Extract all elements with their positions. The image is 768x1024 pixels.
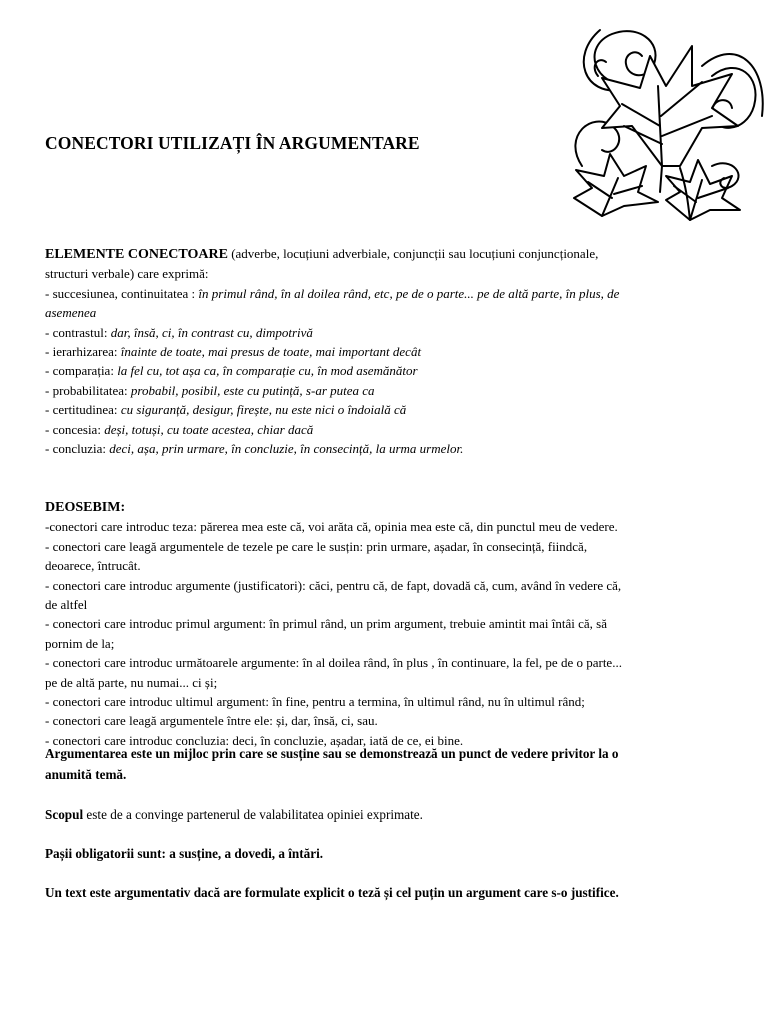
steps-paragraph: Pașii obligatorii sunt: a susține, a dovedi, a întări.	[45, 846, 324, 861]
section-heading: ELEMENTE CONECTOARE	[45, 247, 228, 262]
list-item: - conectori care introduc concluzia: deci, în concluzie, așadar, iată de ce, ei bine.	[45, 732, 464, 748]
list-item	[45, 361, 725, 380]
list-item: - conectori care leagă argumentele de tezele pe care le susțin: prin urmare, așadar, în consecință, fiindcă,	[45, 538, 588, 554]
item-label: - ierarhizarea:	[45, 344, 118, 360]
item-label: - probabilitatea:	[45, 382, 128, 398]
list-item	[45, 381, 725, 400]
list-item	[45, 342, 725, 361]
list-item: de altfel	[45, 597, 88, 613]
list-item: deoarece, întrucât.	[45, 558, 141, 574]
distinguish-section	[45, 498, 725, 750]
item-label: - concluzia:	[45, 441, 106, 457]
paragraph-line: anumită temă.	[45, 767, 127, 782]
item-examples: probabil, posibil, este cu putință, s-ar putea ca	[127, 382, 375, 398]
leaves-swirl-icon	[562, 16, 766, 228]
list-item	[45, 400, 725, 419]
item-examples: asemenea	[45, 305, 97, 321]
item-examples: dar, însă, ci, în contrast cu, dimpotrivă	[107, 324, 313, 340]
item-label: - comparația:	[45, 363, 114, 379]
list-item: -conectori care introduc teza: părerea mea este că, voi arăta că, opinia mea este că, din punctul meu de vedere.	[45, 519, 618, 535]
list-item: pe de altă parte, nu numai... ci și;	[45, 674, 218, 690]
connectors-section	[45, 244, 725, 458]
item-examples: deși, totuși, cu toate acestea, chiar dacă	[100, 421, 314, 437]
item-examples: cu siguranță, desigur, firește, nu este nici o îndoială că	[117, 402, 407, 418]
item-examples: înainte de toate, mai presus de toate, mai important decât	[117, 344, 422, 360]
list-item: - conectori care introduc ultimul argument: în fine, pentru a termina, în ultimul rând, nu în ultimul rând;	[45, 694, 585, 710]
item-examples: în primul rând, în al doilea rând, etc, pe de o parte... pe de altă parte, în plus, de	[195, 285, 620, 301]
list-item: - conectori care introduc următoarele argumente: în al doilea rând, în plus , în continuare, la fel, pe de o parte...	[45, 655, 622, 671]
section-heading: DEOSEBIM:	[45, 500, 126, 515]
list-item: - conectori care introduc argumente (justificatori): căci, pentru că, de fapt, dovadă că, cum, având în vedere că,	[45, 577, 622, 593]
definition-paragraph	[45, 743, 735, 785]
paragraph-line: Argumentarea este un mijloc prin care se susține sau se demonstrează un punct de vedere privitor la o	[45, 746, 619, 761]
section-intro	[45, 244, 725, 264]
intro-text: (adverbe, locuțiuni adverbiale, conjuncții sau locuțiuni conjuncționale,	[227, 246, 599, 261]
purpose-label: Scopul	[45, 807, 84, 822]
purpose-paragraph	[45, 804, 735, 825]
item-label: - succesiunea, continuitatea :	[45, 285, 196, 301]
list-item	[45, 284, 725, 303]
list-item: pornim de la;	[45, 635, 115, 651]
list-item: - conectori care leagă argumentele între ele: și, dar, însă, ci, sau.	[45, 713, 378, 729]
item-label: - certitudinea:	[45, 402, 118, 418]
item-examples: la fel cu, tot așa ca, în comparație cu, în mod asemănător	[113, 363, 418, 379]
list-item: - conectori care introduc primul argument: în primul rând, un prim argument, trebuie amintit mai întâi că, să	[45, 616, 607, 632]
item-label: - concesia:	[45, 421, 101, 437]
item-examples: deci, așa, prin urmare, în concluzie, în consecință, la urma urmelor.	[106, 441, 464, 457]
argumentative-text-paragraph: Un text este argumentativ dacă are formulate explicit o teză și cel puțin un argument care s-o justifice.	[45, 885, 619, 900]
page-title: CONECTORI UTILIZAȚI ÎN ARGUMENTARE	[45, 133, 420, 153]
list-item	[45, 439, 725, 458]
item-label: - contrastul:	[45, 324, 108, 340]
list-item	[45, 420, 725, 439]
list-item	[45, 323, 725, 342]
intro-text: structuri verbale) care exprimă:	[45, 266, 209, 282]
list-item	[45, 303, 725, 322]
purpose-text: este de a convinge partenerul de valabilitatea opiniei exprimate.	[83, 807, 423, 822]
